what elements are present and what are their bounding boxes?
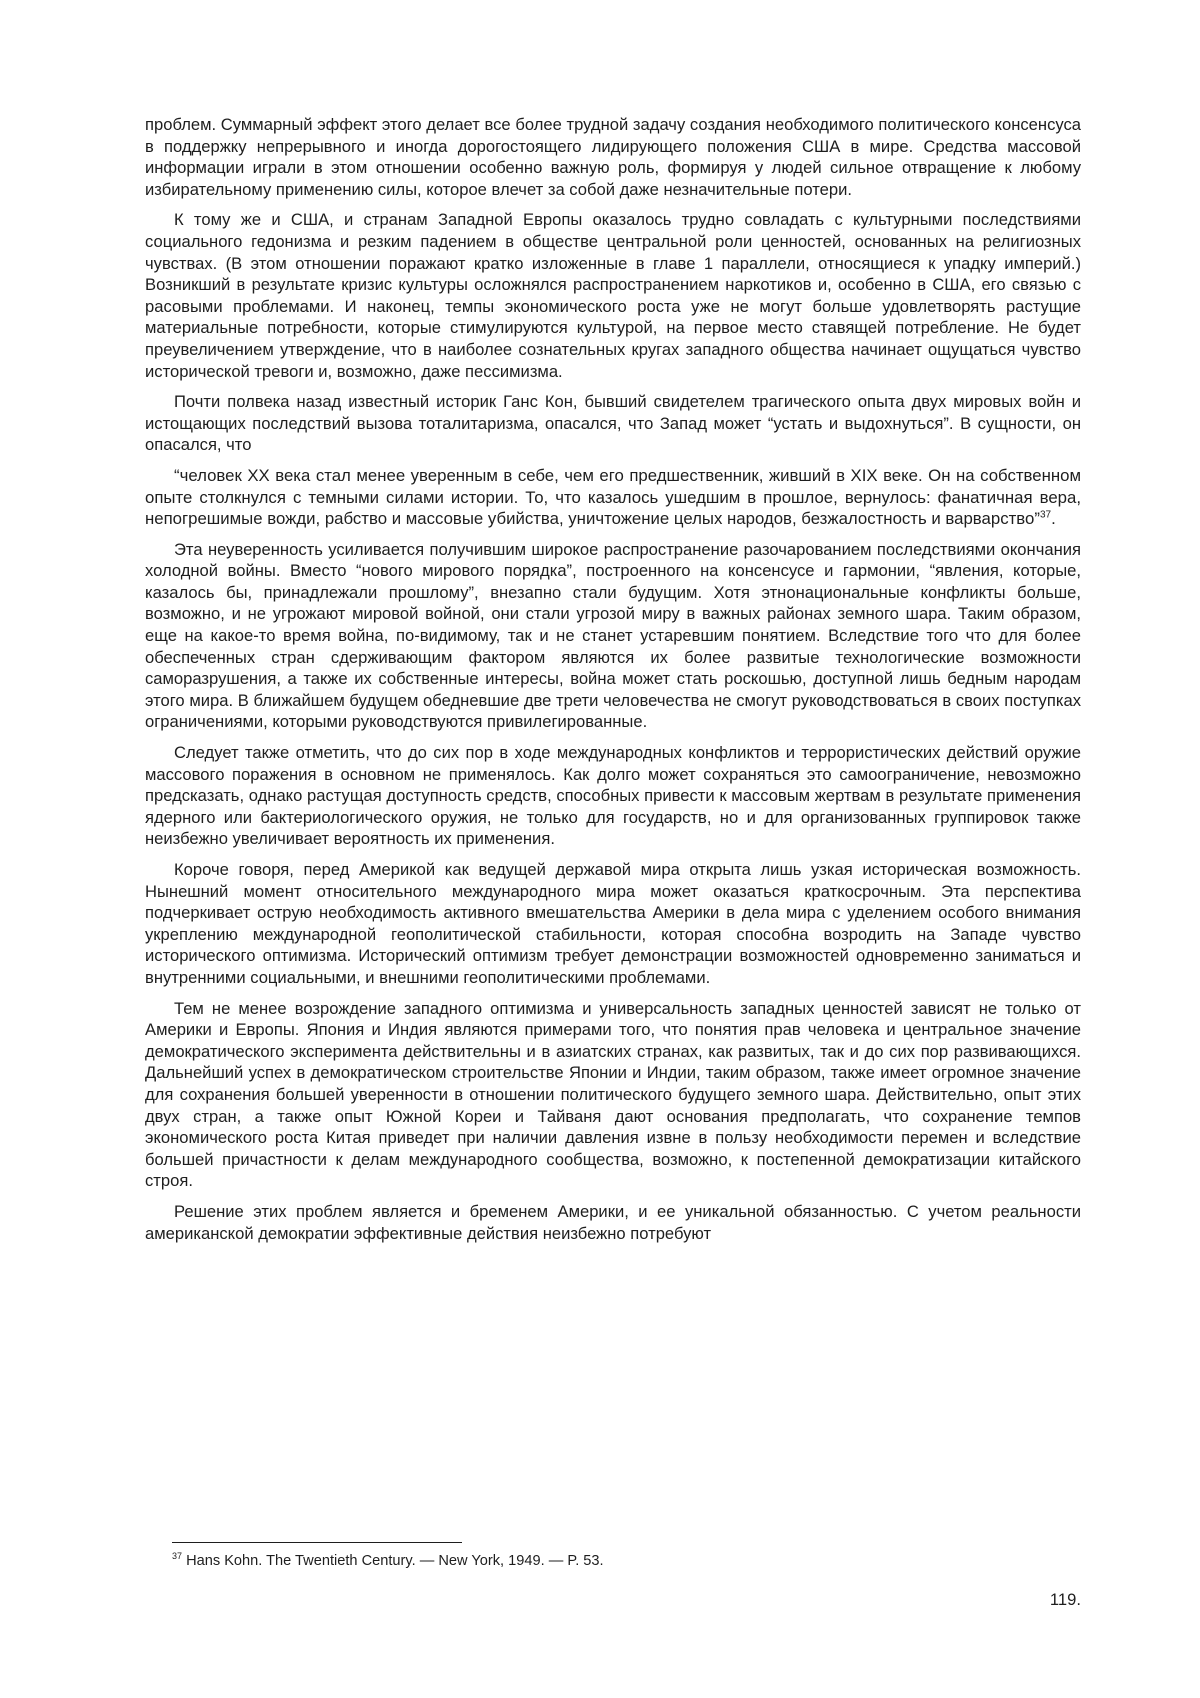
paragraph-3: Почти полвека назад известный историк Ганс Кон, бывший свидетелем трагического опыта двух мировых войн и истощающих последствий вызова тоталитаризма, опасался, что Запад может “устать и выдохнуться”. В сущности, он опасался, что [145, 392, 1081, 455]
footnote-text: Hans Kohn. The Twentieth Century. — New York, 1949. — P. 53. [182, 1553, 604, 1569]
footnote [172, 1552, 604, 1570]
paragraph-7: Тем не менее возрождение западного оптимизма и универсальность западных ценностей зависят не только от Америки и Европы. Япония и Индия являются примерами того, что понятия прав человека и центральное значение демократического эксперимента действительны и в азиатских странах, как развитых, так и до сих пор развивающихся. Дальнейший успех в демократическом строительстве Японии и Индии, таким образом, также имеет огромное значение для сохранения большей уверенности в отношении политического будущего земного шара. Действительно, опыт этих двух стран, а также опыт Южной Кореи и Тайваня дают основания предполагать, что сохранение темпов экономического роста Китая приведет при наличии давления извне в пользу необходимости перемен и вследствие большей причастности к делам международного сообщества, возможно, к постепенной демократизации китайского строя. [145, 998, 1081, 1191]
page-number: 119. [1049, 1590, 1081, 1609]
paragraph-4: Эта неуверенность усиливается получившим широкое распространение разочарованием последствиями окончания холодной войны. Вместо “нового мирового порядка”, построенного на консенсусе и гармонии, “явления, которые, казалось бы, принадлежали прошлому”, внезапно стали будущим. Хотя этнонациональные конфликты больше, возможно, и не угрожают мировой войной, они стали угрозой миру в важных районах земного шара. Таким образом, еще на какое-то время война, по-видимому, так и не станет устаревшим понятием. Вследствие того что для более обеспеченных стран сдерживающим фактором являются их более развитые технологические возможности саморазрушения, а также их собственные интересы, война может стать роскошью, доступной лишь бедным народам этого мира. В ближайшем будущем обедневшие две трети человечества не смогут руководствоваться в своих поступках ограничениями, которыми руководствуются привилегированные. [145, 539, 1081, 732]
footnote-divider [172, 1542, 462, 1543]
body-text [145, 114, 1081, 1253]
footnote-reference: 37 [1039, 509, 1052, 521]
quote-end: . [1051, 509, 1056, 529]
paragraph-5: Следует также отметить, что до сих пор в ходе международных конфликтов и террористических действий оружие массового поражения в основном не применялось. Как долго может сохраняться это самоограничение, невозможно предсказать, однако растущая доступность средств, способных привести к массовым жертвам в результате применения ядерного или бактериологического оружия, не только для государств, но и для организованных группировок также неизбежно увеличивает вероятность их применения. [145, 743, 1081, 849]
paragraph-1: проблем. Суммарный эффект этого делает все более трудной задачу создания необходимого политического консенсуса в поддержку непрерывного и иногда дорогостоящего лидирующего положения США в мире. Средства массовой информации играли в этом отношении особенно важную роль, формируя у людей сильное отвращение к любому избирательному применению силы, которое влечет за собой даже незначительные потери. [145, 115, 1081, 199]
quote-text: “человек XX века стал менее уверенным в себе, чем его предшественник, живший в XIX веке. Он на собственном опыте столкнулся с темными силами истории. То, что казалось ушедшим в прошлое, вернулось: фанатичная вера, непогрешимые вожди, рабство и массовые убийства, уничтожение целых народов, безжалостность и варварство” [145, 465, 1081, 529]
footnote-number: 37 [172, 1551, 183, 1562]
paragraph-6: Короче говоря, перед Америкой как ведущей державой мира открыта лишь узкая историческая возможность. Нынешний момент относительного международного мира может оказаться краткосрочным. Эта перспектива подчеркивает острую необходимость активного вмешательства Америки в дела мира с уделением особого внимания укреплению международной геополитической стабильности, которая способна возродить на Западе чувство исторического оптимизма. Исторический оптимизм требует демонстрации возможностей одновременно заниматься и внутренними социальными, и внешними геополитическими проблемами. [145, 860, 1081, 987]
block-quote [145, 465, 1081, 530]
paragraph-2: К тому же и США, и странам Западной Европы оказалось трудно совладать с культурными последствиями социального гедонизма и резким падением в обществе центральной роли ценностей, основанных на религиозных чувствах. (В этом отношении поражают кратко изложенные в главе 1 параллели, относящиеся к упадку империй.) Возникший в результате кризис культуры осложнялся распространением наркотиков и, особенно в США, его связью с расовыми проблемами. И наконец, темпы экономического роста уже не могут больше удовлетворять растущие материальные потребности, которые стимулируются культурой, на первое место ставящей потребление. Не будет преувеличением утверждение, что в наиболее сознательных кругах западного общества начинает ощущаться чувство исторической тревоги и, возможно, даже пессимизма. [145, 210, 1081, 381]
paragraph-8: Решение этих проблем является и бременем Америки, и ее уникальной обязанностью. С учетом реальности американской демократии эффективные действия неизбежно потребуют [145, 1201, 1081, 1243]
